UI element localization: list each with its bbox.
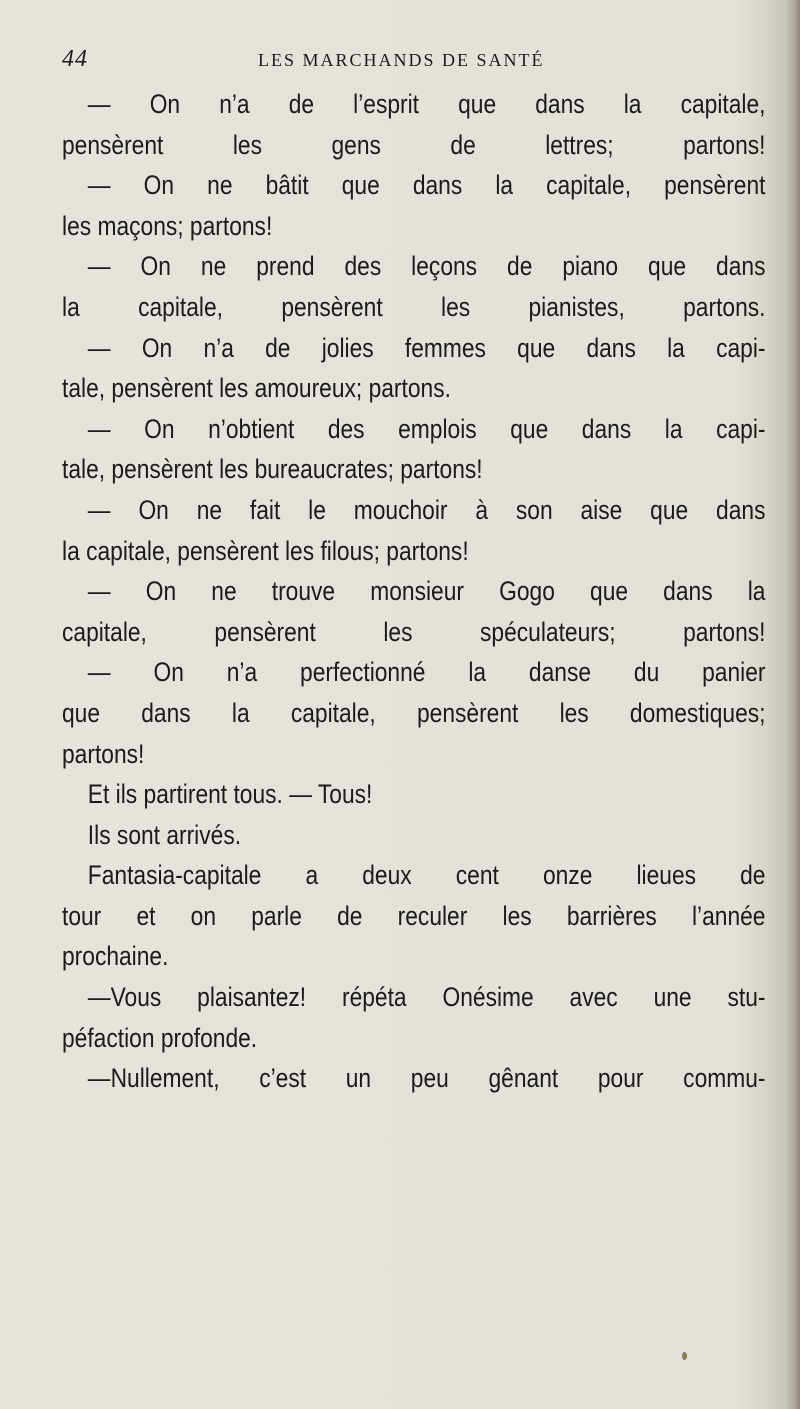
text-line: la capitale, pensèrent les pianistes, partons. <box>62 291 766 322</box>
text-line: — On n’a de jolies femmes que dans la capi- <box>87 332 766 363</box>
page-number: 44 <box>62 46 88 72</box>
text-line: la capitale, pensèrent les filous; partons! <box>62 535 469 566</box>
text-line: Fantasia-capitale a deux cent onze lieues de <box>87 860 766 891</box>
text-line: — On ne bâtit que dans la capitale, pensèrent <box>87 170 766 201</box>
text-line: — On ne trouve monsieur Gogo que dans la <box>87 576 766 607</box>
text-line: péfaction profonde. <box>62 1022 258 1053</box>
text-line: pensèrent les gens de lettres; partons! <box>62 129 766 160</box>
text-line: Ils sont arrivés. <box>87 819 242 850</box>
text-line: — On n’obtient des emplois que dans la capi- <box>87 413 766 444</box>
text-line: Et ils partirent tous. — Tous! <box>87 779 373 810</box>
text-line: prochaine. <box>62 941 169 972</box>
text-line: tale, pensèrent les bureaucrates; partons! <box>62 454 483 485</box>
text-line: tale, pensèrent les amoureux; partons. <box>62 373 451 404</box>
page-edge-shadow <box>786 0 800 1409</box>
running-head: LES MARCHANDS DE SANTÉ <box>258 50 545 70</box>
text-line: — On ne fait le mouchoir à son aise que dans <box>87 494 766 525</box>
text-line: partons! <box>62 738 145 769</box>
text-line: tour et on parle de reculer les barrières l’année <box>62 900 766 931</box>
text-line: — On n’a de l’esprit que dans la capitale, <box>87 89 766 119</box>
text-line: que dans la capitale, pensèrent les domestiques; <box>62 697 766 728</box>
text-line: capitale, pensèrent les spéculateurs; partons! <box>62 616 766 647</box>
body-text <box>62 84 765 1099</box>
page-header <box>62 46 762 76</box>
text-line: les maçons; partons! <box>62 210 273 241</box>
text-line: — On n’a perfectionné la danse du panier <box>87 657 766 688</box>
text-line: — On ne prend des leçons de piano que dans <box>87 251 766 282</box>
text-line: —Vous plaisantez! répéta Onésime avec une stu- <box>87 982 766 1013</box>
text-line: —Nullement, c’est un peu gênant pour commu- <box>87 1063 766 1094</box>
ink-spot <box>682 1352 687 1360</box>
